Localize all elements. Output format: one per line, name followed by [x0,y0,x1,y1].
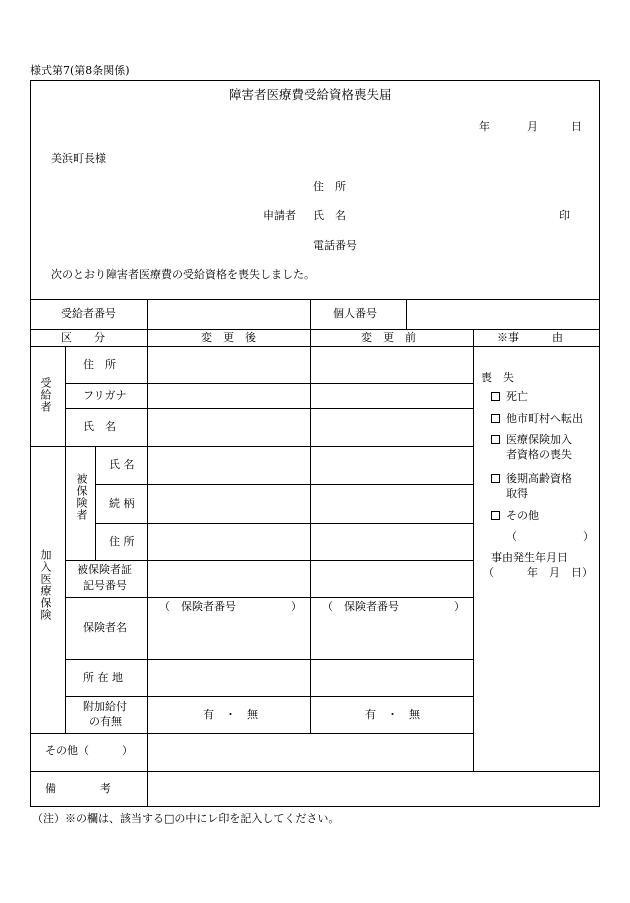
reason-moved-out-label: 他市町村へ転出 [506,412,583,425]
insured-relation-label: 続 柄 [109,497,135,510]
date-day[interactable]: 日 [571,120,582,133]
remarks-label: 備 考 [45,782,111,795]
applicant-phone-label: 電話番号 [313,239,357,252]
location-label: 所 在 地 [83,671,123,684]
column-category: 区 分 [61,331,105,344]
yes-no-after[interactable]: 有 ・ 無 [203,708,258,721]
form-number: 様式第7(第8条関係) [30,64,130,77]
other-label: その他（ ） [45,744,133,757]
insurer-number-before: （ 保険者番号 ） [322,600,465,613]
date-month[interactable]: 月 [527,120,538,133]
column-after: 変 更 後 [201,331,256,344]
insurer-name-label: 保険者名 [83,621,127,634]
recipient-furigana-label: フリガナ [83,389,127,402]
card-number-label-2: 記号番号 [83,579,127,592]
remarks-field[interactable] [148,772,598,806]
checkbox-icon[interactable] [491,511,500,520]
reason-other-label: その他 [506,509,539,522]
checkbox-icon[interactable] [491,435,500,444]
date-year[interactable]: 年 [479,120,490,133]
insurer-number-after: （ 保険者番号 ） [159,600,302,613]
statement: 次のとおり障害者医療費の受給資格を喪失しました。 [51,268,315,281]
personal-number-label: 個人番号 [333,307,377,320]
reason-insurance-loss-label-2: 者資格の喪失 [506,448,572,461]
recipient-address-label: 住 所 [83,358,116,371]
occurrence-date-label: 事由発生年月日 [491,551,568,564]
insured-name-label: 氏 名 [109,458,135,471]
footnote: （注）※の欄は、該当する□の中にレ印を記入してください。 [32,812,340,825]
reason-insurance-loss[interactable] [491,434,572,446]
reason-other[interactable] [491,510,539,522]
applicant-name-label: 氏 名 [313,209,346,222]
form-frame [30,80,600,807]
form-title: 障害者医療費受給資格喪失届 [229,87,392,102]
reason-elderly[interactable] [491,473,572,485]
insured-address-label: 住 所 [109,535,135,548]
reason-elderly-label-2: 取得 [506,487,528,500]
addressee: 美浜町長様 [51,152,106,165]
supplementary-label-1: 附加給付 [83,700,127,713]
yes-no-before[interactable]: 有 ・ 無 [365,708,420,721]
column-before: 変 更 前 [361,331,416,344]
occurrence-date[interactable]: （ 年 月 日） [483,566,593,579]
reason-heading: 喪 失 [481,371,514,384]
applicant-address-label: 住 所 [313,180,346,193]
reason-elderly-label-1: 後期高齢資格 [506,472,572,485]
insured-person-label: 被保険者 [75,473,88,521]
insurance-group-label: 加入医療保険 [39,549,52,621]
applicant-label: 申請者 [263,209,296,222]
checkbox-icon[interactable] [491,474,500,483]
reason-moved-out[interactable] [491,413,583,425]
reason-other-paren: （ ） [506,530,594,543]
checkbox-icon[interactable] [491,392,500,401]
recipient-number-field[interactable] [148,300,309,328]
card-number-label-1: 被保険者証 [77,563,132,576]
reason-insurance-loss-label-1: 医療保険加入 [506,433,572,446]
reason-death-label: 死亡 [506,390,528,403]
recipient-name-label: 氏 名 [83,420,116,433]
reason-death[interactable] [491,391,528,403]
checkbox-icon[interactable] [491,414,500,423]
seal-mark: 印 [559,209,570,222]
recipient-number-label: 受給者番号 [61,307,116,320]
column-reason: ※事 由 [497,331,563,344]
supplementary-label-2: の有無 [89,715,122,728]
recipient-group-label: 受給者 [39,377,52,413]
personal-number-field[interactable] [407,300,599,328]
